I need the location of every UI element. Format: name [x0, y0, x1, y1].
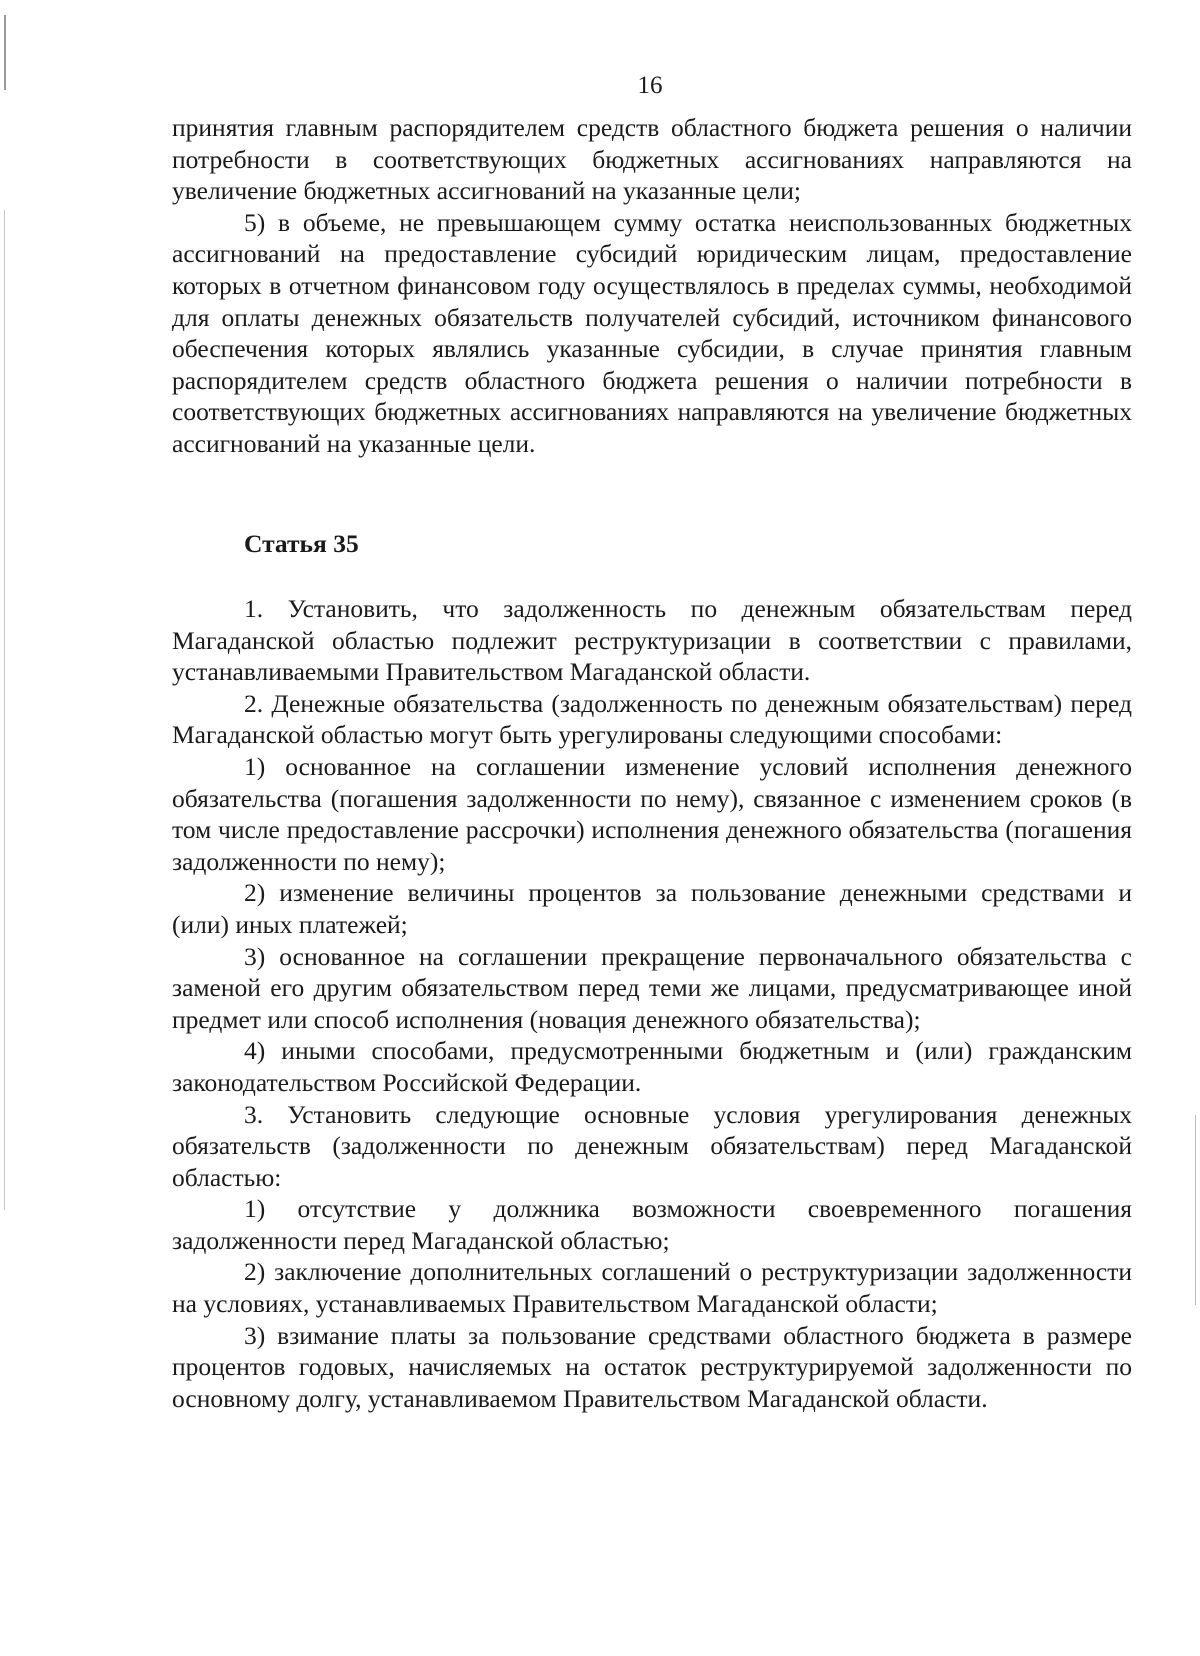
paragraph: 3. Установить следующие основные условия урегулирования денежных обязательств (задолженности по денежным обязательствам) перед Магаданской областью:	[172, 1099, 1132, 1192]
page-number: 16	[637, 72, 663, 99]
paragraph: 5) в объеме, не превышающем сумму остатка неиспользованных бюджетных ассигнований на предоставление субсидий юридическим лицам, предоставление которых в отчетном финансовом году осуществлялось в пределах суммы, необходимой для оплаты денежных обязательств получателей субсидий, источником финансового обеспечения которых являлись указанные субсидии, в случае принятия главным распорядителем средств областного бюджета решения о наличии потребности в соответствующих бюджетных ассигнованиях направляются на увеличение бюджетных ассигнований на указанные цели.	[172, 207, 1132, 458]
paragraph: принятия главным распорядителем средств областного бюджета решения о наличии потребности в соответствующих бюджетных ассигнованиях направляются на увеличение бюджетных ассигнований на указанные цели;	[172, 113, 1132, 206]
list-item: 3) взимание платы за пользование средствами областного бюджета в размере процентов годовых, начисляемых на остаток реструктурируемой задолженности по основному долгу, устанавливаемом Правительством Магаданской области.	[172, 1320, 1132, 1413]
list-item: 1) основанное на соглашении изменение условий исполнения денежного обязательства (погашения задолженности по нему), связанное с изменением сроков (в том числе предоставление рассрочки) исполнения денежного обязательства (погашения задолженности по нему);	[172, 751, 1132, 876]
list-item: 4) иными способами, предусмотренными бюджетным и (или) гражданским законодательством Российской Федерации.	[172, 1036, 1132, 1097]
list-item: 2) заключение дополнительных соглашений о реструктуризации задолженности на условиях, устанавливаемых Правительством Магаданской области;	[172, 1257, 1132, 1319]
list-item: 1) отсутствие у должника возможности своевременного погашения задолженности перед Магаданской областью;	[172, 1194, 1132, 1255]
scan-edge-mark	[4, 210, 5, 1210]
article-heading: Статья 35	[244, 529, 359, 558]
article-text	[172, 593, 1132, 1414]
scan-edge-mark	[1195, 1115, 1196, 1305]
intro-text	[172, 112, 1132, 460]
list-item: 2) изменение величины процентов за пользование денежными средствами и (или) иных платежей;	[172, 878, 1132, 939]
paragraph: 2. Денежные обязательства (задолженность по денежным обязательствам) перед Магаданской областью могут быть урегулированы следующими способами:	[172, 688, 1132, 750]
list-item: 3) основанное на соглашении прекращение первоначального обязательства с заменой его другим обязательством перед теми же лицами, предусматривающее иной предмет или способ исполнения (новация денежного обязательства);	[172, 941, 1132, 1034]
paragraph: 1. Установить, что задолженность по денежным обязательствам перед Магаданской областью подлежит реструктуризации в соответствии с правилами, устанавливаемыми Правительством Магаданской области.	[172, 594, 1132, 687]
